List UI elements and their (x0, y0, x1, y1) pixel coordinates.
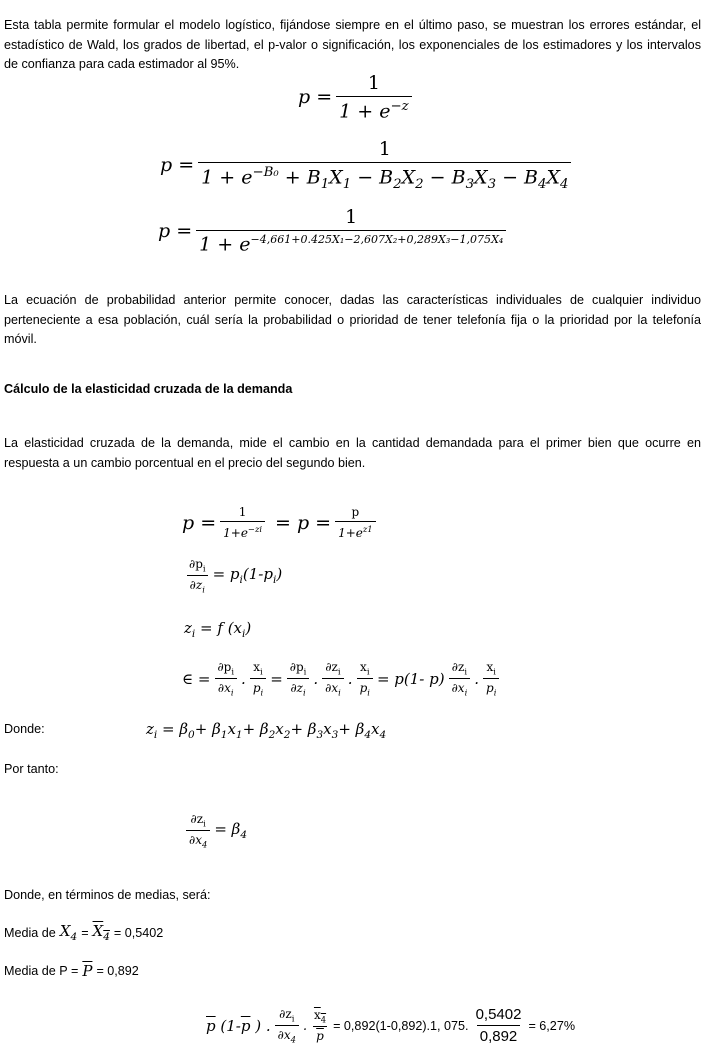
por-tanto-label: Por tanto: (4, 762, 59, 776)
final-calc-text: = 0,892(1-0,892).1, 075. (333, 1018, 469, 1033)
donde-medias-label: Donde, en términos de medias, será: (4, 888, 211, 902)
derivative-z-x4: $\frac{\partial z_i}{\partial x_4}$ = $\beta_4$ (182, 812, 247, 850)
estimated-exponent: −4,661+0.425X₁−2,607X₂+0,289X₃−1,075X₄ (250, 233, 504, 246)
z-function: $z_i = f$ $(x_i)$ (184, 619, 252, 640)
intro-paragraph: Esta tabla permite formular el modelo logístico, fijándose siempre en el último paso, se muestran los errores estándar, el estadístico de Wald, los grados de libertad, el p-valor o significación, los exponenciales de los estimadores y los intervalos de confianza para cada estimador al 95%. (4, 18, 701, 71)
logistic-equation-betas: p = $\frac{1}{1 + e^{-B_0} + B_1X_1 - B_2X_2 - B_3X_3 - B_4X_4}$ (160, 138, 575, 192)
media-x4-value: = 0,5402 (113, 925, 164, 940)
p-equation-pair: p = $\frac{1}{1+e^{-zi}}$ = p = $\frac{p}{1+e^{z1}}$ (182, 505, 380, 540)
elasticity-chain-rule: ∈ = $\frac{\partial p_i}{\partial x_i}$ . $\frac{x_i}{p_i}$ = $\frac{\partial p_i}{\partial z_i}$ . $\frac{\partial z_i}{\partial x_i}$ . $\frac{x_i}{p_i}$ = p(1- p) $\frac{\partial z_i}{\partial x_i}$ . $\frac{x_i}{p_i}$ (182, 660, 503, 698)
media-p-line: Media de P = $\overline{P}$ = 0,892 (4, 962, 139, 980)
media-x4-prefix: Media de (4, 925, 56, 940)
elasticity-paragraph: La elasticidad cruzada de la demanda, mide el cambio en la cantidad demandada para el primer bien que ocurre en respuesta a un cambio porcentual en el precio del segundo bien. (4, 436, 701, 470)
media-x4-line: Media de $X_4$ = $X_4$ = 0,5402 (4, 922, 164, 943)
donde-label: Donde: (4, 722, 45, 736)
media-p-value: = 0,892 (96, 964, 139, 978)
z-linear-equation: $z_i = \beta_0+ \beta_1x_1+ \beta_2x_2+ \beta_3x_3+ \beta_4x_4$ (146, 720, 387, 741)
final-elasticity-calc: $\overline{p}$ ($1-\overline{p}$ ) . $\frac{\partial z_i}{\partial x_4}$ . $\frac{x_4}{p}$ = 0,892(1-0,892).1, 075. $\frac{0,5402}{0,892}$ = 6,27% (206, 1006, 576, 1045)
logistic-equation-estimated: p = $\frac{1}{1 + e^{-4,661+0.425X_1-2,607X_2+0,289X_3-1,075X_4}}$ (158, 206, 510, 255)
derivative-p-z: $\frac{\partial p_i}{\partial z_i}$ = $p_i(1-p_i)$ (182, 557, 282, 595)
section-heading: Cálculo de la elasticidad cruzada de la demanda (4, 382, 293, 396)
final-numerator: 0,5402 (475, 1006, 522, 1023)
final-result: = 6,27% (528, 1018, 576, 1033)
final-denominator: 0,892 (477, 1025, 521, 1045)
logistic-equation: p = $\frac{1}{1 + e^{-z}}$ (298, 72, 416, 122)
probability-paragraph: La ecuación de probabilidad anterior permite conocer, dadas las características individuales de cualquier individuo perteneciente a esa población, cuál sería la probabilidad o prioridad de tener telefonía fija o la prioridad por la telefonía móvil. (4, 293, 701, 346)
media-p-prefix: Media de P = (4, 964, 79, 978)
